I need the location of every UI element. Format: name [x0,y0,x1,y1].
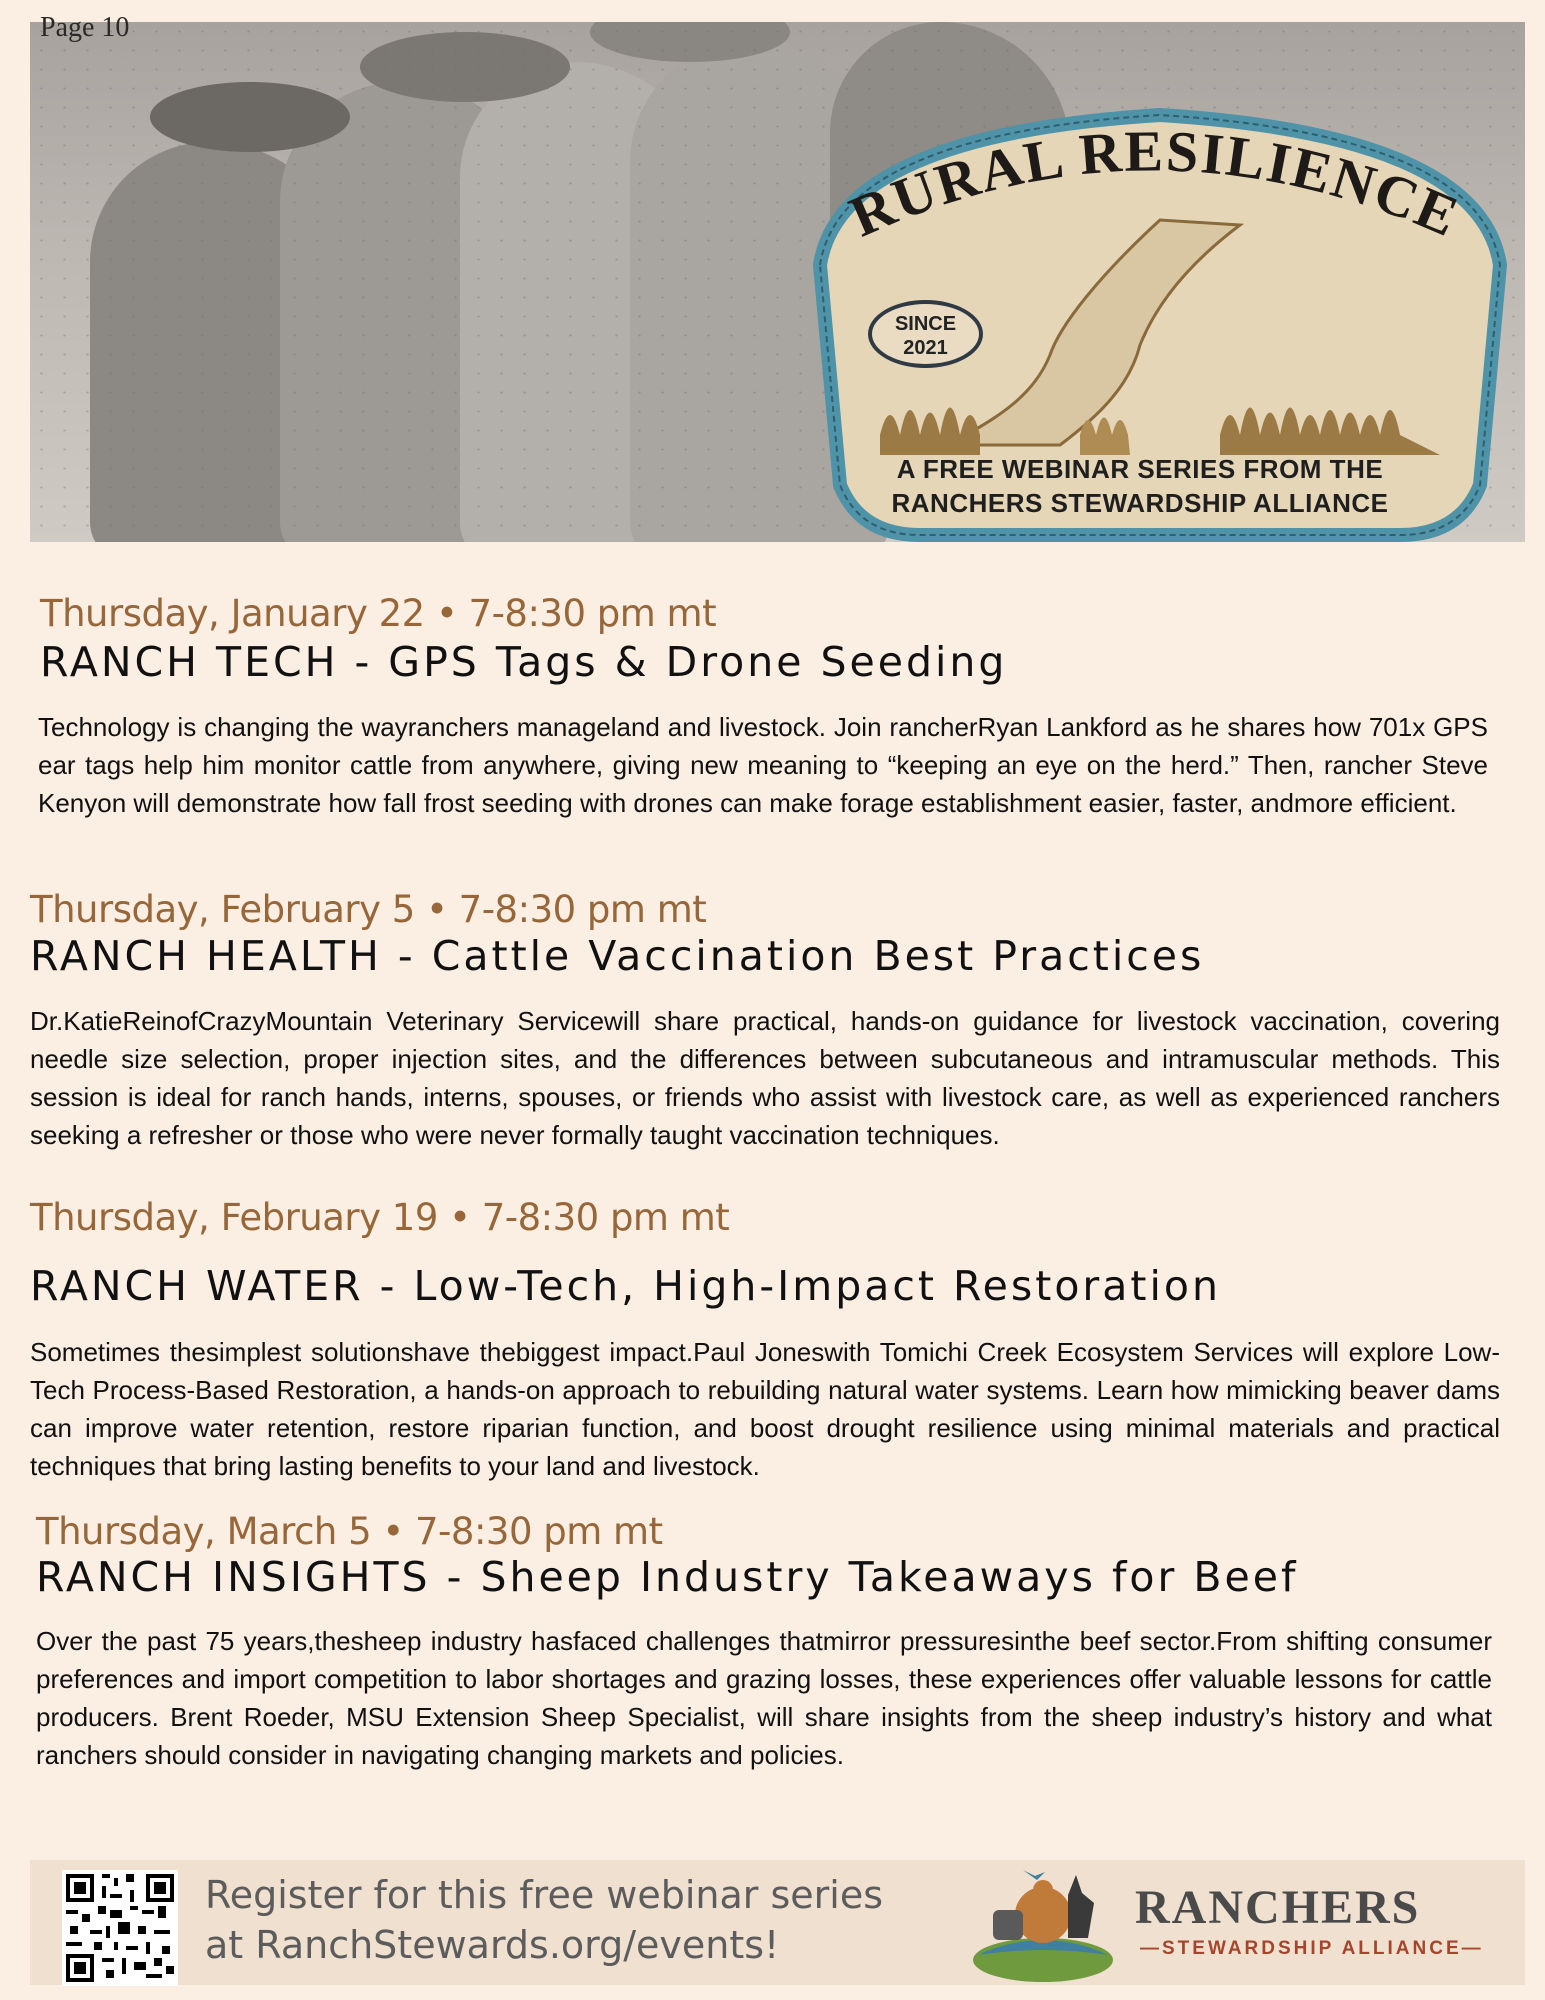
since-year: 2021 [903,337,948,359]
badge-subtitle-line1: A FREE WEBINAR SERIES FROM THE [896,454,1384,484]
register-text [205,1870,883,1970]
since-oval [868,300,983,368]
svg-text:RURAL RESILIENCE [840,128,1469,248]
since-label: SINCE [894,313,957,335]
session-1-title: RANCH TECH - GPS Tags & Drone Seeding [40,638,1008,686]
register-line1: Register for this free webinar series [205,1873,884,1917]
session-2-title: RANCH HEALTH - Cattle Vaccination Best Practices [30,932,1205,980]
qr-code[interactable] [62,1870,178,1986]
session-4-title: RANCH INSIGHTS - Sheep Industry Takeaways for Beef [36,1553,1299,1601]
session-2-date: Thursday, February 5 • 7-8:30 pm mt [30,888,707,931]
session-1-date: Thursday, January 22 • 7-8:30 pm mt [40,592,717,635]
session-3-date: Thursday, February 19 • 7-8:30 pm mt [30,1196,730,1239]
badge-title: RURAL RESILIENCE [840,128,1470,248]
register-link[interactable]: at RanchStewards.org/events! [205,1923,780,1967]
session-2-description: Dr.KatieReinofCrazyMountain Veterinary Servicewill share practical, hands-on guidance for livestock vaccination, covering needle size selection, proper injection sites, and the differences between subcutaneous and intramuscular methods. This session is ideal for ranch hands, interns, spouses, or friends who assist with livestock care, as well as experienced ranchers seeking a refresher or those who were never formally taught vaccination techniques. [30,1006,1500,1150]
logo-tagline: —STEWARDSHIP ALLIANCE— [1140,1938,1484,1959]
rsa-logo-icon [968,1855,1118,1985]
session-3-title: RANCH WATER - Low-Tech, High-Impact Restoration [30,1262,1221,1310]
logo-wordmark: RANCHERS [1135,1881,1421,1934]
session-4-description: Over the past 75 years,thesheep industry hasfaced challenges thatmirror pressuresinthe beef sector.From shifting consumer preferences and import competition to labor shortages and grazing losses, these experiences offer valuable lessons for cattle producers. Brent Roeder, MSU Extension Sheep Specialist, will share insights from the sheep industry’s history and what ranchers should consider in navigating changing markets and policies. [36,1626,1492,1770]
badge-subtitle-line2: RANCHERS STEWARDSHIP ALLIANCE [891,488,1389,518]
session-4-date: Thursday, March 5 • 7-8:30 pm mt [36,1510,663,1553]
session-1-description: Technology is changing the wayranchers manageland and livestock. Join rancherRyan Lankford as he shares how 701x GPS ear tags help him monitor cattle from anywhere, giving new meaning to “keeping an eye on the herd.” Then, rancher Steve Kenyon will demonstrate how fall frost seeding with drones can make forage establishment easier, faster, andmore efficient. [38,712,1488,818]
badge-subtitle [860,452,1420,520]
session-3-description: Sometimes thesimplest solutionshave thebiggest impact.Paul Joneswith Tomichi Creek Ecosystem Services will explore Low-Tech Process-Based Restoration, a hands-on approach to rebuilding natural water systems. Learn how mimicking beaver dams can improve water retention, restore riparian function, and boost drought resilience using minimal materials and practical techniques that bring lasting benefits to your land and livestock. [30,1337,1500,1481]
badge-title-arc [810,128,1490,248]
page-number: Page 10 [40,12,130,43]
